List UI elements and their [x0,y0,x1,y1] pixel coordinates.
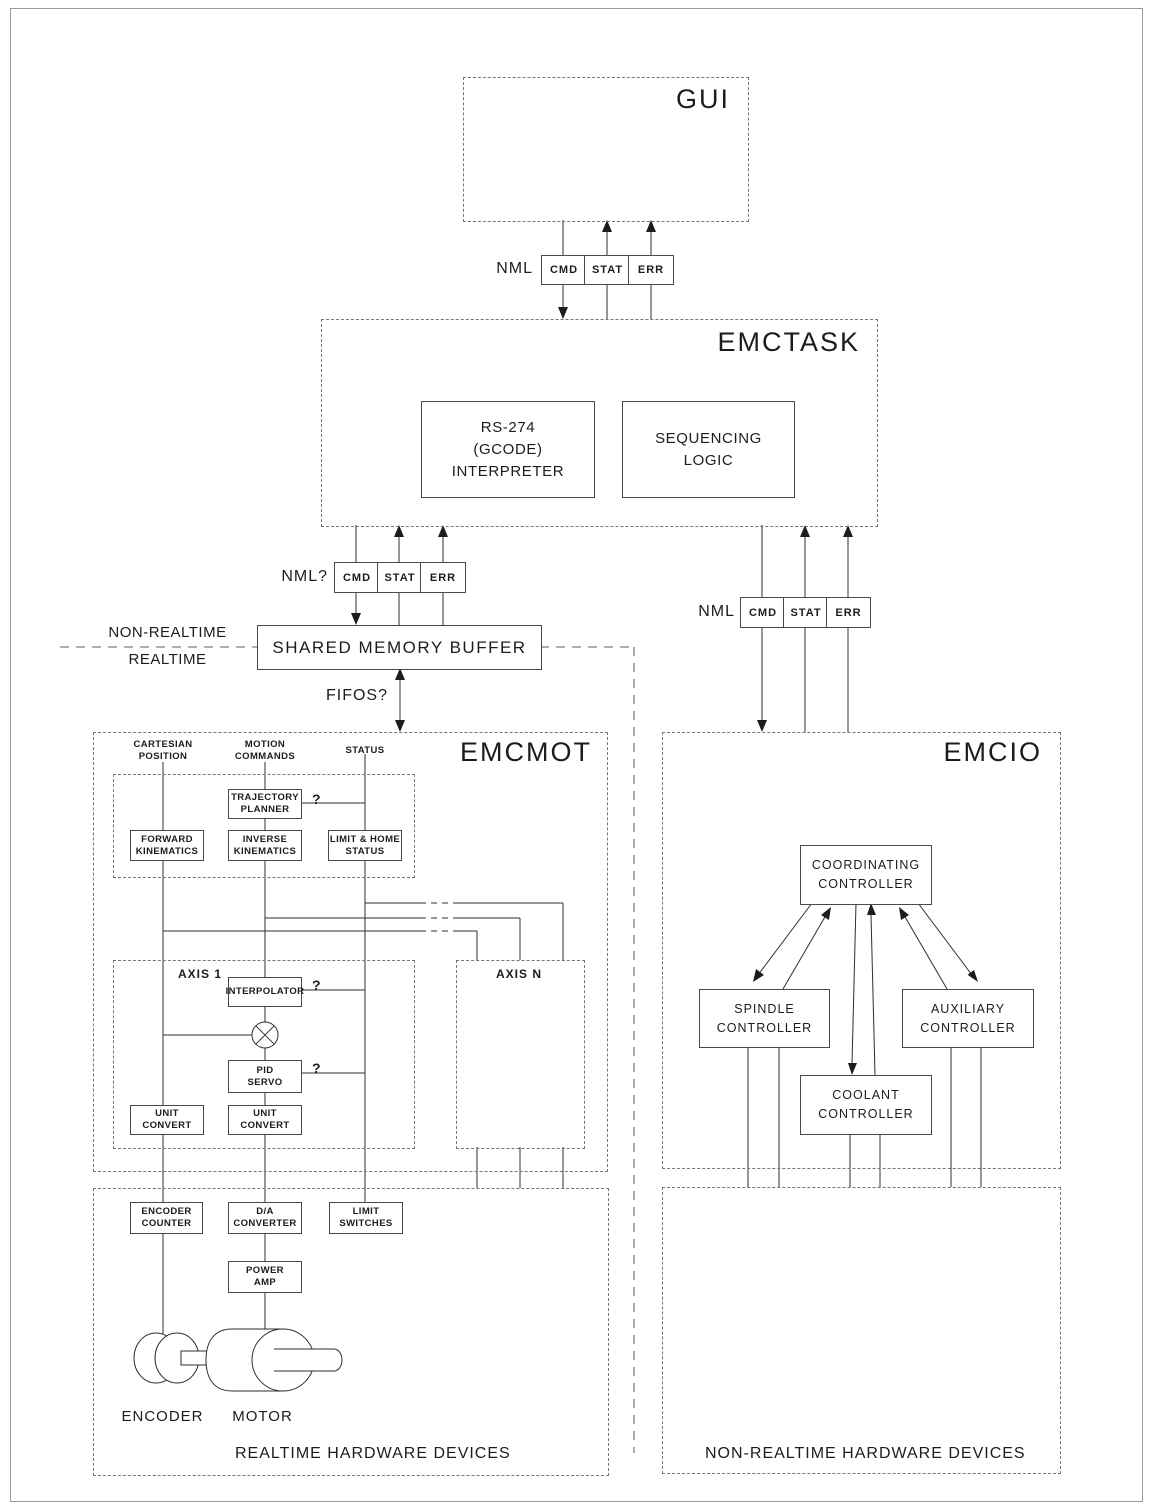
nml-mid-err: ERR [420,562,466,593]
interpolator-box: INTERPOLATOR [228,977,302,1007]
sequencing-logic-box: SEQUENCING LOGIC [622,401,795,498]
motion-commands-header: MOTION COMMANDS [234,739,296,762]
nml-top-label: NML [496,260,533,277]
motor-label: MOTOR [232,1408,293,1425]
nonrealtime-hardware-box [662,1187,1061,1474]
spindle-controller-box: SPINDLE CONTROLLER [699,989,830,1048]
fifos-label: FIFOS? [325,687,388,704]
encoder-counter-box: ENCODER COUNTER [130,1202,203,1234]
unit-convert-left-box: UNIT CONVERT [130,1105,204,1135]
realtime-hardware-caption: REALTIME HARDWARE DEVICES [235,1445,511,1462]
status-header: STATUS [345,745,385,756]
coordinating-controller-box: COORDINATING CONTROLLER [800,845,932,905]
axis1-label: AXIS 1 [177,967,222,981]
nml-top-cmd: CMD [541,255,587,285]
gcode-interpreter-box: RS-274 (GCODE) INTERPRETER [421,401,595,498]
nml-right-err: ERR [826,597,871,628]
nml-mid-stat: STAT [377,562,423,593]
realtime-label: REALTIME [128,651,207,668]
trajectory-question-label: ? [312,791,321,807]
nonrealtime-hardware-caption: NON-REALTIME HARDWARE DEVICES [705,1445,1026,1462]
power-amp-box: POWER AMP [228,1261,302,1293]
non-realtime-label: NON-REALTIME [108,624,227,641]
axisn-label: AXIS N [495,967,542,981]
inverse-kinematics-box: INVERSE KINEMATICS [228,830,302,861]
pid-question-label: ? [312,1060,321,1076]
emcio-title: EMCIO [943,737,1042,767]
da-converter-box: D/A CONVERTER [228,1202,302,1234]
nml-right-stat: STAT [783,597,829,628]
nml-mid-label: NML? [281,568,328,585]
trajectory-planner-box: TRAJECTORY PLANNER [228,789,302,819]
limit-home-status-box: LIMIT & HOME STATUS [328,830,402,861]
nml-right-label: NML [698,603,735,620]
nml-right-cmd: CMD [740,597,786,628]
forward-kinematics-box: FORWARD KINEMATICS [130,830,204,861]
coolant-controller-box: COOLANT CONTROLLER [800,1075,932,1135]
axisn-box [456,960,585,1149]
shared-memory-buffer-box: SHARED MEMORY BUFFER [257,625,542,670]
nml-top-stat: STAT [584,255,631,285]
unit-convert-mid-box: UNIT CONVERT [228,1105,302,1135]
interpolator-question-label: ? [312,977,321,993]
cartesian-position-header: CARTESIAN POSITION [133,739,193,762]
nml-mid-cmd: CMD [334,562,380,593]
pid-servo-box: PID SERVO [228,1060,302,1093]
nml-top-err: ERR [628,255,674,285]
auxiliary-controller-box: AUXILIARY CONTROLLER [902,989,1034,1048]
emctask-title: EMCTASK [717,327,860,357]
emcmot-title: EMCMOT [460,737,592,767]
gui-title: GUI [675,84,730,114]
encoder-label: ENCODER [121,1408,204,1425]
limit-switches-box: LIMIT SWITCHES [329,1202,403,1234]
